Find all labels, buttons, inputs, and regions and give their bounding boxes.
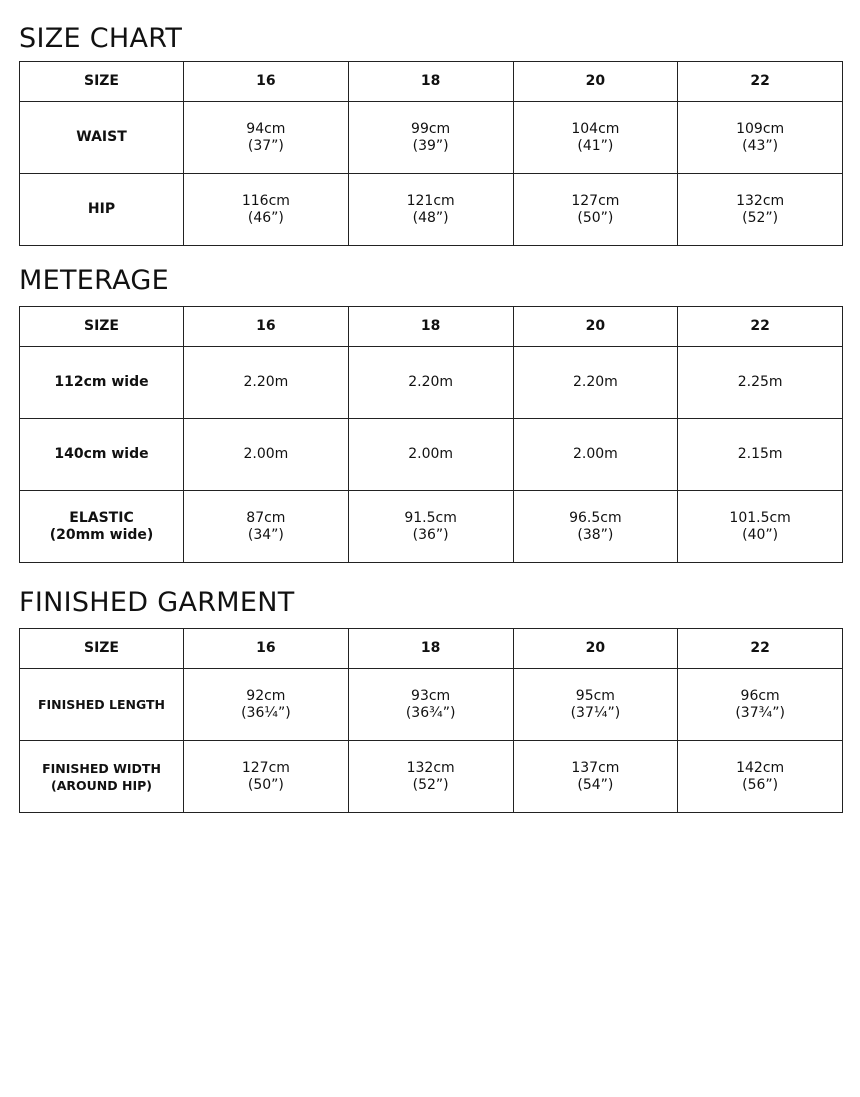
table-cell: 2.00m xyxy=(184,419,349,491)
header-size-16: 16 xyxy=(184,307,349,347)
table-cell: 96cm (37¾”) xyxy=(678,669,843,741)
table-row xyxy=(20,491,843,563)
row-label-elastic: ELASTIC (20mm wide) xyxy=(20,491,184,563)
table-cell: 2.00m xyxy=(348,419,513,491)
table-header-row xyxy=(20,307,843,347)
table-cell: 2.20m xyxy=(513,347,678,419)
table-cell: 99cm (39”) xyxy=(348,102,513,174)
header-size-16: 16 xyxy=(184,62,349,102)
row-label-140cm-wide: 140cm wide xyxy=(20,419,184,491)
header-size: SIZE xyxy=(20,307,184,347)
finished-garment-title: FINISHED GARMENT xyxy=(19,587,295,618)
header-size-18: 18 xyxy=(348,307,513,347)
meterage-table xyxy=(19,306,843,563)
table-cell: 2.20m xyxy=(348,347,513,419)
header-size-16: 16 xyxy=(184,629,349,669)
table-cell: 95cm (37¼”) xyxy=(513,669,678,741)
table-cell: 142cm (56”) xyxy=(678,741,843,813)
size-chart-table xyxy=(19,61,843,246)
table-header-row xyxy=(20,629,843,669)
row-label-112cm-wide: 112cm wide xyxy=(20,347,184,419)
table-cell: 121cm (48”) xyxy=(348,174,513,246)
table-header-row xyxy=(20,62,843,102)
header-size-20: 20 xyxy=(513,62,678,102)
table-cell: 137cm (54”) xyxy=(513,741,678,813)
table-cell: 2.15m xyxy=(678,419,843,491)
table-cell: 109cm (43”) xyxy=(678,102,843,174)
header-size-18: 18 xyxy=(348,62,513,102)
table-cell: 93cm (36¾”) xyxy=(348,669,513,741)
header-size-20: 20 xyxy=(513,307,678,347)
header-size-22: 22 xyxy=(678,629,843,669)
table-cell: 87cm (34”) xyxy=(184,491,349,563)
size-chart-title: SIZE CHART xyxy=(19,23,183,54)
table-cell: 2.00m xyxy=(513,419,678,491)
header-size-20: 20 xyxy=(513,629,678,669)
table-cell: 132cm (52”) xyxy=(348,741,513,813)
header-size: SIZE xyxy=(20,62,184,102)
table-row xyxy=(20,174,843,246)
table-row xyxy=(20,669,843,741)
table-cell: 116cm (46”) xyxy=(184,174,349,246)
table-cell: 127cm (50”) xyxy=(184,741,349,813)
table-cell: 2.20m xyxy=(184,347,349,419)
row-label-finished-length: FINISHED LENGTH xyxy=(20,669,184,741)
header-size-18: 18 xyxy=(348,629,513,669)
table-row xyxy=(20,102,843,174)
table-cell: 101.5cm (40”) xyxy=(678,491,843,563)
table-cell: 92cm (36¼”) xyxy=(184,669,349,741)
header-size-22: 22 xyxy=(678,62,843,102)
table-cell: 96.5cm (38”) xyxy=(513,491,678,563)
row-label-waist: WAIST xyxy=(20,102,184,174)
table-cell: 91.5cm (36”) xyxy=(348,491,513,563)
table-cell: 127cm (50”) xyxy=(513,174,678,246)
table-cell: 132cm (52”) xyxy=(678,174,843,246)
table-row xyxy=(20,419,843,491)
row-label-hip: HIP xyxy=(20,174,184,246)
row-label-finished-width: FINISHED WIDTH (AROUND HIP) xyxy=(20,741,184,813)
table-cell: 104cm (41”) xyxy=(513,102,678,174)
header-size: SIZE xyxy=(20,629,184,669)
table-cell: 2.25m xyxy=(678,347,843,419)
meterage-title: METERAGE xyxy=(19,265,169,296)
finished-garment-table xyxy=(19,628,843,813)
table-cell: 94cm (37”) xyxy=(184,102,349,174)
table-row xyxy=(20,741,843,813)
header-size-22: 22 xyxy=(678,307,843,347)
table-row xyxy=(20,347,843,419)
